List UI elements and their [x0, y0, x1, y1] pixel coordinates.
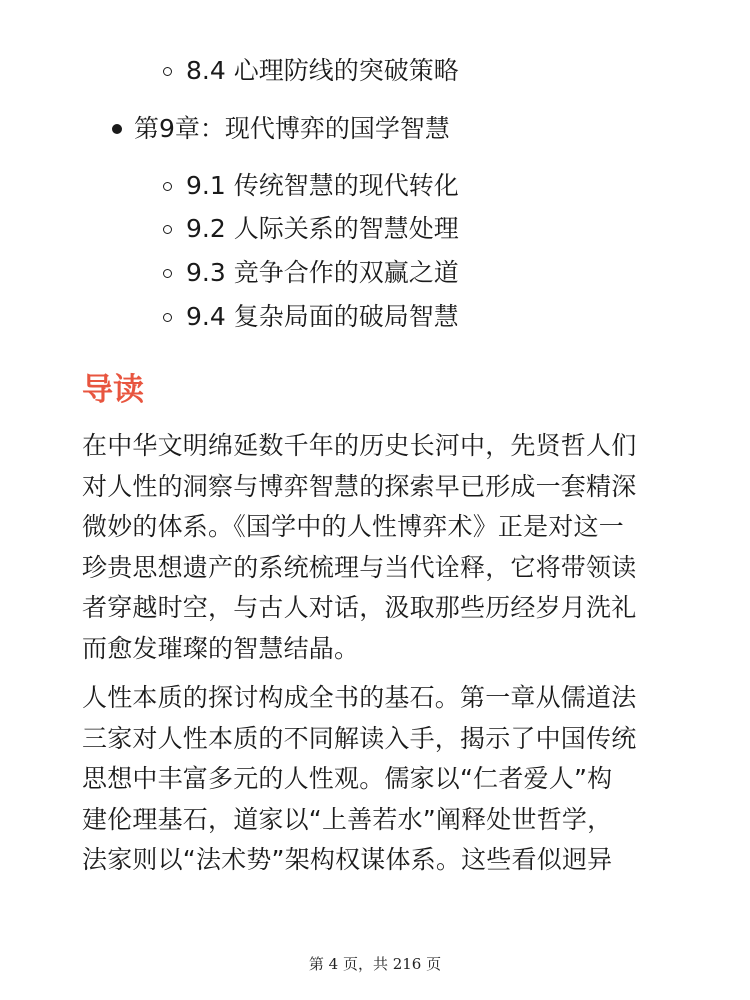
toc-chapter-label: 第9章：现代博弈的国学智慧	[134, 114, 450, 143]
toc-item-9-4[interactable]	[163, 299, 459, 335]
paragraph-human-nature	[82, 678, 672, 881]
paragraph-line: 者穿越时空，与古人对话，汲取那些历经岁月洗礼	[82, 593, 637, 622]
circle-bullet-icon	[163, 269, 172, 278]
paragraph-intro	[82, 426, 672, 669]
circle-bullet-icon	[163, 225, 172, 234]
paragraph-line: 珍贵思想遗产的系统梳理与当代诠释，它将带领读	[82, 552, 637, 582]
toc-item-label: 8.4 心理防线的突破策略	[186, 56, 459, 85]
paragraph-line: 建伦理基石，道家以“上善若水”阐释处世哲学，	[82, 804, 613, 834]
circle-bullet-icon	[163, 313, 172, 322]
paragraph-line: 法家则以“法术势”架构权谋体系。这些看似迥异	[82, 845, 613, 874]
toc-item-label: 9.3 竞争合作的双赢之道	[186, 258, 459, 287]
toc-chapter-9[interactable]	[112, 111, 450, 147]
toc-item-9-1[interactable]	[163, 168, 459, 204]
toc-item-9-2[interactable]	[163, 211, 459, 247]
paragraph-line: 微妙的体系。《国学中的人性博弈术》正是对这一	[82, 512, 624, 541]
toc-item-label: 9.2 人际关系的智慧处理	[186, 214, 459, 243]
paragraph-line: 思想中丰富多元的人性观。儒家以“仁者爱人”构	[82, 764, 613, 793]
paragraph-line: 人性本质的探讨构成全书的基石。第一章从儒道法	[82, 683, 637, 712]
page-number-footer: 第 4 页，共 216 页	[308, 955, 442, 973]
paragraph-line: 而愈发璀璨的智慧结晶。	[82, 633, 360, 663]
paragraph-line: 在中华文明绵延数千年的历史长河中，先贤哲人们	[82, 431, 637, 460]
circle-bullet-icon	[163, 67, 172, 76]
paragraph-line: 对人性的洞察与博弈智慧的探索早已形成一套精深	[82, 471, 637, 501]
section-heading: 导读	[82, 372, 144, 408]
paragraph-line: 三家对人性本质的不同解读入手，揭示了中国传统	[82, 723, 637, 753]
disc-bullet-icon	[112, 124, 122, 134]
toc-item-9-3[interactable]	[163, 255, 459, 291]
toc-item-8-4[interactable]	[163, 53, 459, 89]
toc-item-label: 9.1 传统智慧的现代转化	[186, 171, 459, 200]
toc-item-label: 9.4 复杂局面的破局智慧	[186, 302, 459, 331]
circle-bullet-icon	[163, 182, 172, 191]
